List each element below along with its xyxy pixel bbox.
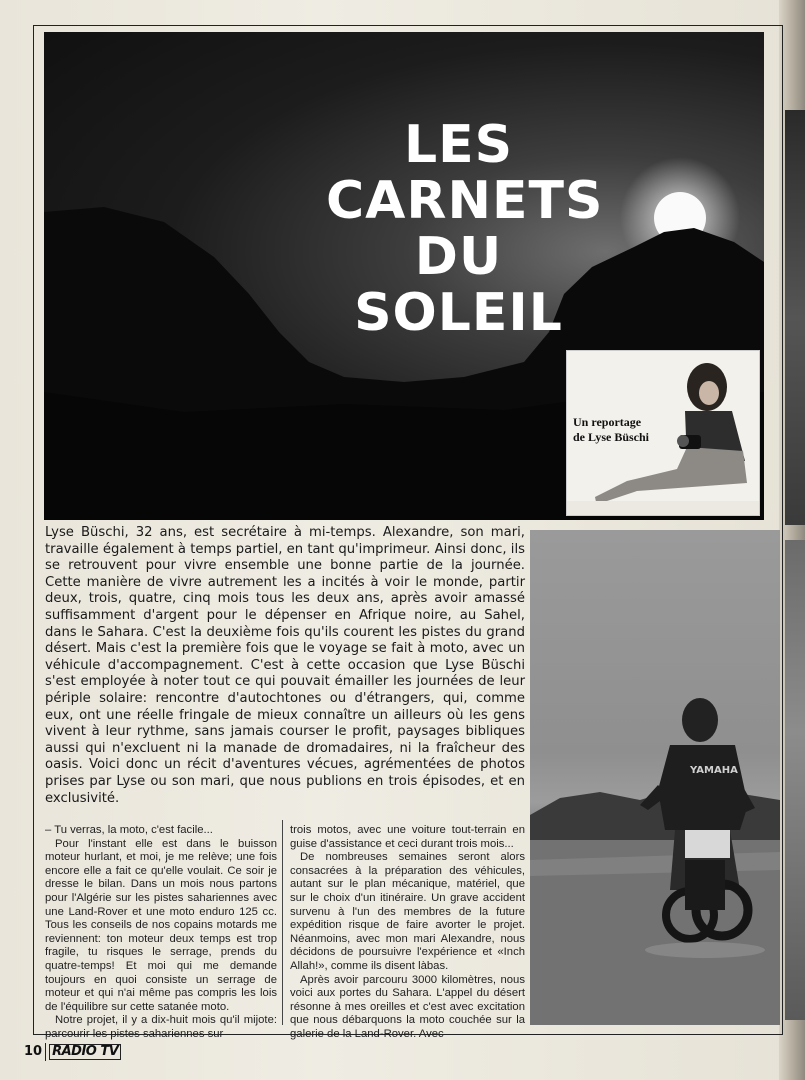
- title-line-1: LES: [403, 115, 514, 175]
- article-intro: Lyse Büschi, 32 ans, est secrétaire à mi-temps. Alexandre, son mari, travaille également à temps partiel, en tant qu'imprimeur. Ainsi donc, ils se retrouvent pour vivre ensemble une bonne partie de la journée. Cette manière de vivre autrement les a incités à voir le monde, partir deux, trois, quatre, cinq mois tous les deux ans, après avoir amassé suffisamment d'argent pour le dépenser en Afrique noire, au Sahel, dans le Sahara. C'est la deuxième fois qu'ils courent les pistes du grand désert. Mais c'est la première fois que le voyage se fait à moto, avec un véhicule d'accompagnement. C'est à cette occasion que Lyse Büschi s'est employée à noter tout ce qui pouvait émailler les journées de leur périple solaire: rencontre d'autochtones ou d'étrangers, qui, comme eux, ont une réelle fringale de mieux connaître un ailleurs où les gens vivent à leur rythme, sans jamais courser le profit, paysages bibliques aussi qui n'excluent ni la manade de dromadaires, ni la fraîcheur des oasis. Voici donc un récit d'aventures vécues, agrémentées de photos prises par Lyse ou son mari, que nous publions en trois épisodes, et en exclusivité.: [45, 525, 525, 806]
- title-line-3: DU: [414, 227, 503, 287]
- jacket-logo: YAMAHA: [690, 765, 738, 776]
- magazine-logo: RADIO TV: [49, 1044, 121, 1060]
- body-column-right: [290, 824, 525, 1042]
- credit-author: de Lyse Büschi: [573, 430, 650, 444]
- page-footer: [24, 1043, 121, 1061]
- article-title: [326, 115, 604, 343]
- title-line-4: SOLEIL: [354, 283, 563, 343]
- column-divider: [282, 820, 283, 1025]
- motorcycle-desert-photo: [530, 530, 780, 1025]
- next-page-edge: [785, 110, 805, 525]
- paragraph: – Tu verras, la moto, c'est facile...: [45, 824, 213, 836]
- credit-line-1: Un reportage: [573, 415, 642, 429]
- article-credit: [573, 415, 649, 445]
- motorcyclist-graphic: [530, 530, 780, 1025]
- paragraph: Pour l'instant elle est dans le buisson moteur hurlant, et moi, je me relève; une fois encore elle a fait ce qu'elle voulait. Ce soir je dresse le bilan. Dans un mois nous partons pour l'Algérie sur les pistes sahariennes avec une Land-Rover et une moto enduro 125 cc. Tous les conseils de nos copains motards me reviennent: ton moteur deux temps est trop fragile, tu risques le serrage, prends du quatre-temps! Et moi qui me demande toujours en quoi consiste un serrage de moteur et qui n'ai même pas compris les lois de l'équilibre sur cette satanée moto.: [45, 837, 277, 1013]
- author-portrait-photo: [566, 350, 760, 516]
- paragraph: Notre projet, il y a dix-huit mois qu'il mijote: parcourir les pistes sahariennes sur: [45, 1014, 277, 1040]
- paragraph: De nombreuses semaines seront alors consacrées à la préparation des véhicules, autant sur le plan mécanique, matériel, que sur le choix d'un itinéraire. Un grave accident survenu à l'un des membres de la future expédition risque de faire avorter le projet. Néanmoins, avec mon mari Alexandre, nous décidons de poursuivre l'expérience et «Inch Allah!», comme ils disent làbas.: [290, 851, 525, 972]
- page-number: 10: [24, 1043, 46, 1061]
- title-line-2: CARNETS: [326, 171, 604, 231]
- body-column-left: [45, 824, 277, 1042]
- next-page-edge-lower: [785, 540, 805, 1020]
- paragraph: Après avoir parcouru 3000 kilomètres, nous voici aux portes du Sahara. L'appel du désert résonne à mes oreilles et c'est avec excitation que nous débarquons la moto couchée sur la galerie de la Land-Rover. Avec: [290, 973, 525, 1040]
- paragraph: trois motos, avec une voiture tout-terrain en guise d'assistance et ceci durant trois mois...: [290, 824, 525, 850]
